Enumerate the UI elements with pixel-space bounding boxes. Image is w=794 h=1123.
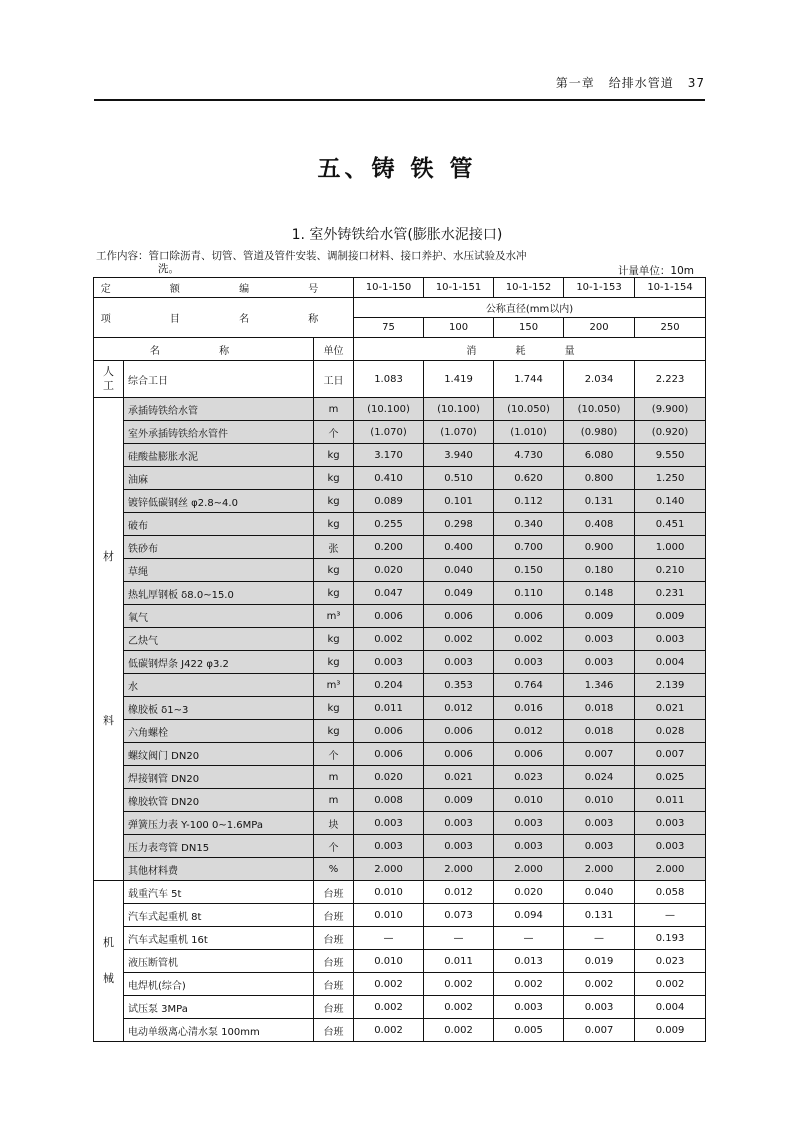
item-name: 试压泵 3MPa: [124, 996, 314, 1019]
item-value: 0.011: [635, 789, 706, 812]
item-value: 0.007: [635, 743, 706, 766]
item-value: 0.013: [494, 950, 564, 973]
code-label: 定 额 编 号: [94, 278, 354, 298]
item-unit: 个: [314, 421, 354, 444]
table-row: [94, 421, 706, 444]
item-value: 0.003: [635, 835, 706, 858]
item-value: 0.002: [354, 973, 424, 996]
section-subtitle: 1. 室外铸铁给水管(膨胀水泥接口): [291, 227, 503, 243]
item-value: 0.002: [424, 1019, 494, 1042]
item-name: 镀锌低碳钢丝 φ2.8~4.0: [124, 490, 314, 513]
item-name: 硅酸盐膨胀水泥: [124, 444, 314, 467]
code-cell: 10-1-152: [494, 278, 564, 298]
item-unit: m³: [314, 605, 354, 628]
item-value: 0.023: [635, 950, 706, 973]
item-value: 2.000: [354, 858, 424, 881]
item-value: —: [424, 927, 494, 950]
item-value: 0.298: [424, 513, 494, 536]
item-value: 0.620: [494, 467, 564, 490]
item-unit: 台班: [314, 950, 354, 973]
item-unit: kg: [314, 490, 354, 513]
item-value: 0.058: [635, 881, 706, 904]
item-value: (10.100): [424, 398, 494, 421]
item-value: 0.002: [424, 628, 494, 651]
table-row: [94, 582, 706, 605]
item-value: 0.020: [354, 766, 424, 789]
item-value: 0.009: [635, 1019, 706, 1042]
item-value: 0.004: [635, 651, 706, 674]
table-row: [94, 605, 706, 628]
item-value: —: [564, 927, 635, 950]
item-value: 0.003: [564, 812, 635, 835]
group-material-char: 料: [103, 714, 114, 727]
group-labor-char: 人: [103, 365, 114, 378]
item-unit: %: [314, 858, 354, 881]
item-value: 0.002: [494, 628, 564, 651]
item-name: 草绳: [124, 559, 314, 582]
work-content-line-1: 工作内容：管口除沥青、切管、管道及管件安装、调制接口材料、接口养护、水压试验及水冲: [96, 250, 527, 262]
item-value: —: [635, 904, 706, 927]
item-value: 0.040: [424, 559, 494, 582]
table-row: [94, 812, 706, 835]
item-value: 0.006: [354, 743, 424, 766]
table-row: [94, 559, 706, 582]
item-value: (1.010): [494, 421, 564, 444]
item-value: (0.920): [635, 421, 706, 444]
item-value: 0.148: [564, 582, 635, 605]
item-value: (10.050): [494, 398, 564, 421]
item-name: 液压断管机: [124, 950, 314, 973]
table-row: [94, 536, 706, 559]
item-value: 0.131: [564, 490, 635, 513]
table-row: [94, 720, 706, 743]
item-name: 铁砂布: [124, 536, 314, 559]
table-row: [94, 444, 706, 467]
item-value: 0.002: [635, 973, 706, 996]
item-value: 0.006: [354, 605, 424, 628]
item-unit: m: [314, 789, 354, 812]
item-value: 0.180: [564, 559, 635, 582]
code-row: [94, 278, 706, 298]
item-value: 0.049: [424, 582, 494, 605]
item-unit: kg: [314, 559, 354, 582]
item-name: 汽车式起重机 16t: [124, 927, 314, 950]
item-value: (10.100): [354, 398, 424, 421]
code-cell: 10-1-153: [564, 278, 635, 298]
item-value: 1.250: [635, 467, 706, 490]
diameter-cell: 150: [494, 318, 564, 338]
table-row: [94, 651, 706, 674]
item-value: —: [494, 927, 564, 950]
item-value: 0.002: [354, 996, 424, 1019]
item-name: 乙炔气: [124, 628, 314, 651]
table-row: [94, 697, 706, 720]
group-machine: [94, 881, 124, 1042]
item-name: 电焊机(综合): [124, 973, 314, 996]
item-value: 0.003: [564, 628, 635, 651]
item-value: 0.012: [424, 697, 494, 720]
item-unit: kg: [314, 628, 354, 651]
item-unit: kg: [314, 720, 354, 743]
item-value: 0.010: [354, 950, 424, 973]
item-name: 承插铸铁给水管: [124, 398, 314, 421]
work-content-line-2: 洗。: [158, 263, 179, 275]
item-value: 0.018: [564, 720, 635, 743]
item-name: 载重汽车 5t: [124, 881, 314, 904]
table-row: [94, 398, 706, 421]
item-value: 0.002: [354, 628, 424, 651]
code-cell: 10-1-151: [424, 278, 494, 298]
item-value: 0.140: [635, 490, 706, 513]
diameter-label: 公称直径(mm以内): [354, 298, 706, 318]
table-row: [94, 674, 706, 697]
item-value: 1.083: [354, 361, 424, 398]
item-value: 0.764: [494, 674, 564, 697]
item-value: 0.073: [424, 904, 494, 927]
item-value: 0.006: [494, 605, 564, 628]
item-unit: 块: [314, 812, 354, 835]
diameter-cell: 75: [354, 318, 424, 338]
table-row: [94, 1019, 706, 1042]
chapter-label: 第一章: [555, 76, 595, 90]
item-unit: m: [314, 398, 354, 421]
item-value: 0.112: [494, 490, 564, 513]
item-value: 0.028: [635, 720, 706, 743]
item-value: 0.010: [354, 904, 424, 927]
table-row: [94, 996, 706, 1019]
group-labor-char: 工: [103, 379, 114, 392]
item-value: 0.007: [564, 743, 635, 766]
item-name: 弹簧压力表 Y-100 0~1.6MPa: [124, 812, 314, 835]
table-row: [94, 628, 706, 651]
group-machine-char: 械: [103, 972, 114, 985]
item-value: 0.002: [424, 973, 494, 996]
item-value: 2.034: [564, 361, 635, 398]
item-unit: 个: [314, 743, 354, 766]
group-material: [94, 398, 124, 881]
item-value: 0.006: [424, 605, 494, 628]
table-row: [94, 835, 706, 858]
diameter-header-row: [94, 298, 706, 318]
quota-table: [93, 277, 706, 1042]
item-value: 0.018: [564, 697, 635, 720]
item-value: 0.010: [494, 789, 564, 812]
item-value: 0.410: [354, 467, 424, 490]
item-value: 2.139: [635, 674, 706, 697]
running-header: [94, 74, 705, 94]
page-number: 37: [687, 76, 705, 90]
item-unit: m: [314, 766, 354, 789]
item-value: 0.006: [424, 720, 494, 743]
item-value: 0.009: [564, 605, 635, 628]
item-value: 0.131: [564, 904, 635, 927]
item-name: 压力表弯管 DN15: [124, 835, 314, 858]
item-value: 0.019: [564, 950, 635, 973]
item-value: 0.016: [494, 697, 564, 720]
item-value: 0.003: [494, 835, 564, 858]
consumption-header: 消 耗 量: [354, 338, 706, 361]
item-unit: 台班: [314, 973, 354, 996]
item-value: (1.070): [354, 421, 424, 444]
item-value: 0.040: [564, 881, 635, 904]
item-value: 0.003: [354, 812, 424, 835]
item-value: 0.101: [424, 490, 494, 513]
table-row: [94, 904, 706, 927]
item-value: 2.000: [635, 858, 706, 881]
item-value: 0.024: [564, 766, 635, 789]
table-row: [94, 927, 706, 950]
item-name: 其他材料费: [124, 858, 314, 881]
item-name: 综合工日: [124, 361, 314, 398]
item-value: —: [354, 927, 424, 950]
group-labor: [94, 361, 124, 398]
code-cell: 10-1-150: [354, 278, 424, 298]
item-value: 4.730: [494, 444, 564, 467]
item-value: 0.009: [424, 789, 494, 812]
diameter-cell: 200: [564, 318, 635, 338]
item-name: 油麻: [124, 467, 314, 490]
item-value: 0.006: [424, 743, 494, 766]
item-name: 焊接钢管 DN20: [124, 766, 314, 789]
item-value: 2.000: [424, 858, 494, 881]
item-value: 0.011: [424, 950, 494, 973]
item-value: 0.011: [354, 697, 424, 720]
table-row: [94, 766, 706, 789]
item-name: 室外承插铸铁给水管件: [124, 421, 314, 444]
item-value: 0.110: [494, 582, 564, 605]
item-value: 0.021: [424, 766, 494, 789]
table-row: [94, 490, 706, 513]
item-value: 0.012: [424, 881, 494, 904]
item-value: 0.231: [635, 582, 706, 605]
item-value: 0.007: [564, 1019, 635, 1042]
group-material-char: 材: [103, 550, 114, 563]
chapter-info: [542, 74, 705, 91]
item-unit: 台班: [314, 1019, 354, 1042]
item-unit: kg: [314, 444, 354, 467]
item-value: 0.800: [564, 467, 635, 490]
item-value: 0.003: [494, 812, 564, 835]
item-name: 电动单级离心清水泵 100mm: [124, 1019, 314, 1042]
item-value: 0.004: [635, 996, 706, 1019]
item-value: 0.009: [635, 605, 706, 628]
table-row: [94, 858, 706, 881]
item-name: 低碳钢焊条 J422 φ3.2: [124, 651, 314, 674]
item-value: 0.003: [564, 996, 635, 1019]
item-name: 六角螺栓: [124, 720, 314, 743]
item-value: 0.094: [494, 904, 564, 927]
column-header-row: [94, 338, 706, 361]
item-value: 1.419: [424, 361, 494, 398]
item-value: 2.000: [494, 858, 564, 881]
group-machine-char: 机: [103, 936, 114, 949]
table-row: [94, 789, 706, 812]
item-value: (9.900): [635, 398, 706, 421]
item-value: 0.353: [424, 674, 494, 697]
item-value: 0.255: [354, 513, 424, 536]
item-value: 0.005: [494, 1019, 564, 1042]
item-unit: 台班: [314, 904, 354, 927]
item-unit: kg: [314, 513, 354, 536]
table-row: [94, 950, 706, 973]
item-value: 0.003: [564, 835, 635, 858]
item-value: 0.900: [564, 536, 635, 559]
item-value: 0.002: [494, 973, 564, 996]
item-value: 0.002: [564, 973, 635, 996]
item-value: 0.003: [424, 812, 494, 835]
item-value: 0.047: [354, 582, 424, 605]
item-name: 橡胶板 δ1~3: [124, 697, 314, 720]
item-value: 2.223: [635, 361, 706, 398]
item-value: 6.080: [564, 444, 635, 467]
item-value: 0.200: [354, 536, 424, 559]
item-value: 0.006: [494, 743, 564, 766]
item-value: 0.006: [354, 720, 424, 743]
item-value: 0.150: [494, 559, 564, 582]
item-value: 0.020: [494, 881, 564, 904]
item-value: 0.021: [635, 697, 706, 720]
item-unit: 台班: [314, 996, 354, 1019]
item-value: 0.210: [635, 559, 706, 582]
item-name: 破布: [124, 513, 314, 536]
item-unit: kg: [314, 582, 354, 605]
item-unit: 台班: [314, 927, 354, 950]
item-value: 3.170: [354, 444, 424, 467]
item-value: 0.003: [424, 651, 494, 674]
table-row: [94, 973, 706, 996]
item-value: 0.008: [354, 789, 424, 812]
table-row: [94, 467, 706, 490]
diameter-cell: 250: [635, 318, 706, 338]
item-name: 氧气: [124, 605, 314, 628]
table-row: [94, 881, 706, 904]
page-title: 五、铸 铁 管: [317, 155, 477, 182]
item-label: 项 目 名 称: [94, 298, 354, 338]
item-unit: 工日: [314, 361, 354, 398]
item-value: 3.940: [424, 444, 494, 467]
item-value: 0.023: [494, 766, 564, 789]
item-value: 0.340: [494, 513, 564, 536]
item-value: 0.003: [354, 651, 424, 674]
item-value: 0.020: [354, 559, 424, 582]
item-value: 0.451: [635, 513, 706, 536]
item-value: 2.000: [564, 858, 635, 881]
unit-header: 单位: [314, 338, 354, 361]
item-unit: 张: [314, 536, 354, 559]
item-value: 0.400: [424, 536, 494, 559]
item-value: (0.980): [564, 421, 635, 444]
item-unit: 个: [314, 835, 354, 858]
item-value: 0.408: [564, 513, 635, 536]
code-cell: 10-1-154: [635, 278, 706, 298]
item-name: 水: [124, 674, 314, 697]
item-value: 0.510: [424, 467, 494, 490]
item-value: 0.010: [564, 789, 635, 812]
item-value: (10.050): [564, 398, 635, 421]
item-value: 0.002: [424, 996, 494, 1019]
item-name: 热轧厚钢板 δ8.0~15.0: [124, 582, 314, 605]
work-content: [96, 250, 616, 276]
item-value: 0.003: [494, 996, 564, 1019]
item-value: 0.003: [635, 628, 706, 651]
diameter-cell: 100: [424, 318, 494, 338]
item-unit: m³: [314, 674, 354, 697]
section-label: 给排水管道: [608, 76, 674, 90]
item-value: 0.003: [354, 835, 424, 858]
item-name: 螺纹阀门 DN20: [124, 743, 314, 766]
item-value: 0.012: [494, 720, 564, 743]
item-unit: kg: [314, 697, 354, 720]
item-value: 9.550: [635, 444, 706, 467]
item-value: 1.000: [635, 536, 706, 559]
item-unit: 台班: [314, 881, 354, 904]
measure-unit: 计量单位：10m: [617, 265, 694, 277]
item-value: (1.070): [424, 421, 494, 444]
table-row: [94, 743, 706, 766]
item-value: 1.346: [564, 674, 635, 697]
item-value: 0.003: [424, 835, 494, 858]
item-value: 0.193: [635, 927, 706, 950]
item-value: 0.010: [354, 881, 424, 904]
item-name: 橡胶软管 DN20: [124, 789, 314, 812]
item-value: 0.204: [354, 674, 424, 697]
item-value: 0.003: [564, 651, 635, 674]
item-value: 0.025: [635, 766, 706, 789]
item-unit: kg: [314, 651, 354, 674]
item-value: 0.002: [354, 1019, 424, 1042]
table-row: [94, 513, 706, 536]
item-value: 0.700: [494, 536, 564, 559]
item-value: 0.089: [354, 490, 424, 513]
item-value: 0.003: [494, 651, 564, 674]
table-row: [94, 361, 706, 398]
item-value: 1.744: [494, 361, 564, 398]
name-header: 名 称: [94, 338, 314, 361]
item-value: 0.003: [635, 812, 706, 835]
item-unit: kg: [314, 467, 354, 490]
item-name: 汽车式起重机 8t: [124, 904, 314, 927]
header-rule: [94, 99, 705, 101]
